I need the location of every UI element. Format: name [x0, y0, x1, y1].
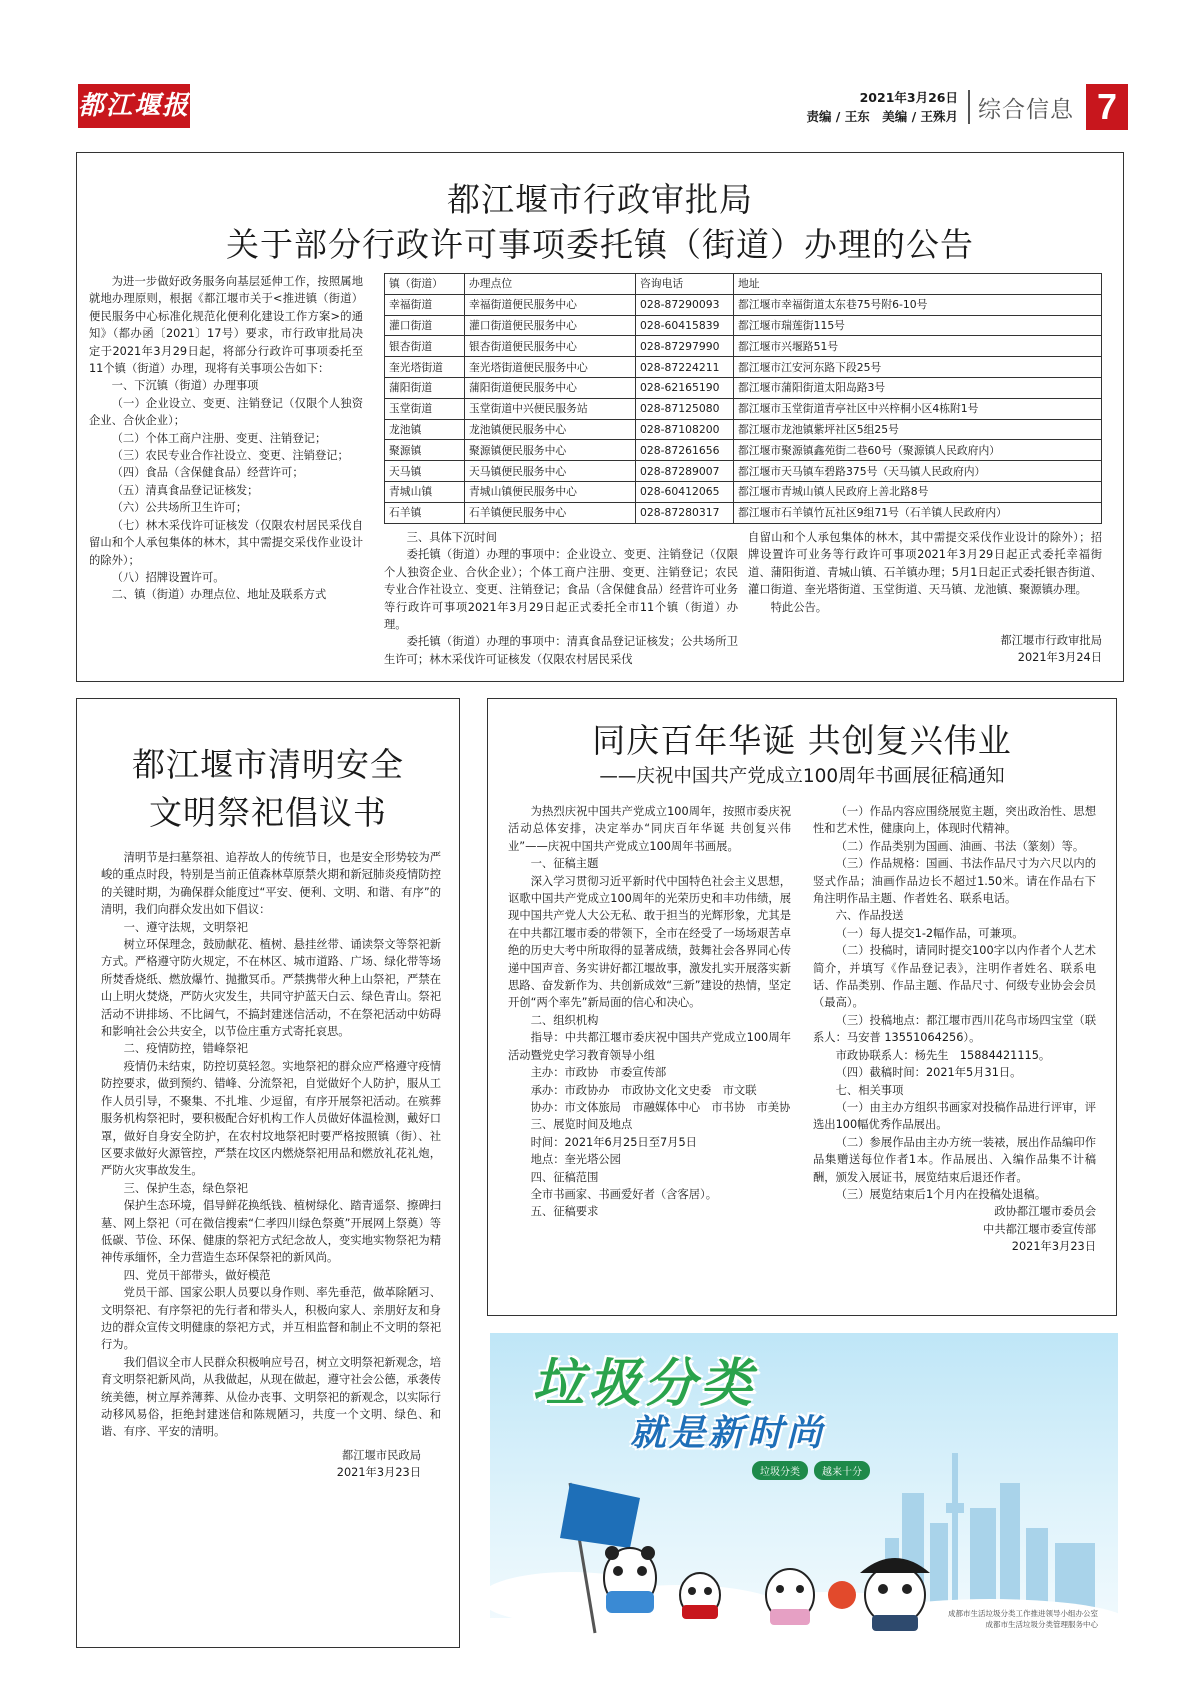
section-name: 综合信息: [978, 96, 1074, 123]
notice1-title-line2: 关于部分行政许可事项委托镇（街道）办理的公告: [226, 225, 974, 264]
table-row: [385, 481, 1102, 502]
table-cell-service-point: 幸福街道便民服务中心: [465, 294, 636, 315]
table-row: [385, 336, 1102, 357]
table-cell-service-point: 灌口街道便民服务中心: [465, 315, 636, 336]
notice1-title: [77, 177, 1123, 267]
notice2-date: 2021年3月23日: [336, 1466, 421, 1480]
table-cell-address: 都江堰市龙池镇紫坪社区5组25号: [734, 419, 1102, 440]
table-cell-address: 都江堰市兴堰路51号: [734, 336, 1102, 357]
notice2-heading: 四、党员干部带头，做好模范: [123, 1268, 271, 1282]
table-cell-town: 银杏街道: [385, 336, 465, 357]
notice2-title-line1: 都江堰市清明安全: [132, 745, 404, 784]
page-number: 7: [1086, 84, 1128, 130]
notice3-line: （二）投稿时，请同时提交100字以内作者个人艺术简介，并填写《作品登记表》，注明作者姓名、联系电话、作品类别、作品主题、作品尺寸、何级专业协会会员（最高）。: [813, 944, 1096, 1010]
issue-date: 2021年3月26日: [859, 90, 958, 105]
table-cell-town: 石羊镇: [385, 502, 465, 523]
notice1-item: （一）企业设立、变更、注销登记（仅限个人独资企业、合伙企业）；: [89, 396, 363, 428]
table-cell-address: 都江堰市幸福街道太东巷75号附6-10号: [734, 294, 1102, 315]
notice1-item: （七）林木采伐许可证核发（仅限农村居民采伐自留山和个人承包集体的林木，其中需提交采伐作业设计的除外）；: [89, 518, 363, 567]
table-cell-address: 都江堰市天马镇车碧路375号（天马镇人民政府内）: [734, 461, 1102, 482]
table-row: [385, 419, 1102, 440]
table-cell-phone: 028-87290093: [636, 294, 734, 315]
notice3-line: 市政协联系人：杨先生 15884421115。: [835, 1048, 1051, 1062]
banner-tag: 越来十分: [814, 1461, 870, 1480]
notice1-paragraph: 委托镇（街道）办理的事项中：企业设立、变更、注销登记（仅限个人独资企业、合伙企业）；个体工商户注册、变更、注销登记；农民专业合作社设立、变更、注销登记；食品（含保健食品）经营许可业务等行政许可事项2021年3月29日起正式委托全市11个镇（街道）办理。: [384, 548, 738, 632]
table-header-cell: 办理点位: [465, 274, 636, 295]
table-cell-phone: 028-87108200: [636, 419, 734, 440]
table-row: [385, 357, 1102, 378]
table-cell-service-point: 蒲阳街道便民服务中心: [465, 377, 636, 398]
table-cell-phone: 028-87261656: [636, 440, 734, 461]
service-points-table: [384, 273, 1102, 524]
table-cell-service-point: 龙池镇便民服务中心: [465, 419, 636, 440]
notice1-item: （八）招牌设置许可。: [111, 570, 225, 584]
table-cell-address: 都江堰市聚源镇鑫苑街二巷60号（聚源镇人民政府内）: [734, 440, 1102, 461]
table-cell-address: 都江堰市瑞莲街115号: [734, 315, 1102, 336]
header-divider: [968, 90, 970, 124]
table-row: [385, 377, 1102, 398]
notice1-heading: 一、下沉镇（街道）办理事项: [111, 379, 259, 393]
table-cell-town: 青城山镇: [385, 481, 465, 502]
notice1-heading: 二、镇（街道）办理点位、地址及联系方式: [111, 588, 327, 602]
panda-mascot-icon: [604, 1546, 656, 1613]
table-header-cell: 咨询电话: [636, 274, 734, 295]
table-cell-address: 都江堰市玉堂街道青亭社区中兴梓桐小区4栋附1号: [734, 398, 1102, 419]
notice1-heading: 三、具体下沉时间: [406, 531, 497, 544]
notice1-date: 2021年3月24日: [1017, 651, 1102, 665]
table-cell-service-point: 石羊镇便民服务中心: [465, 502, 636, 523]
banner-tags: [752, 1461, 870, 1480]
table-cell-phone: 028-87280317: [636, 502, 734, 523]
notice3-line: （二）参展作品由主办方统一装裱，展出作品编印作品集赠送每位作者1本。作品展出、入编作品集不计稿酬，颁发入展证书，展览结束后退还作者。: [813, 1135, 1096, 1184]
notice2-paragraph: 清明节是扫墓祭祖、追荐故人的传统节日，也是安全形势较为严峻的重点时段，特别是当前正值森林草原禁火期和新冠肺炎疫情防控的关键时期，为确保群众能度过“平安、便利、文明、和谐、有序”的清明，我们向群众发出如下倡议：: [101, 851, 441, 917]
notice1-paragraph: 自留山和个人承包集体的林木，其中需提交采伐作业设计的除外）；招牌设置许可业务等行政许可事项2021年3月29日起正式委托幸福街道、蒲阳街道、青城山镇、石羊镇办理；5月1日起正式委托银杏街道、灌口街道、奎光塔街道、玉堂街道、天马镇、龙池镇、聚源镇办理。: [748, 531, 1102, 597]
notice3-line: （一）作品内容应围绕展览主题，突出政治性、思想性和艺术性，健康向上，体现时代精神。: [813, 805, 1096, 836]
notice2-heading: 二、疫情防控，错峰祭祀: [123, 1042, 248, 1056]
notice3-line: 地点：奎光塔公园: [530, 1153, 621, 1167]
notice3-line: 指导：中共都江堰市委庆祝中国共产党成立100周年活动暨党史学习教育领导小组: [508, 1031, 791, 1062]
notice2-heading: 一、遵守法规，文明祭祀: [123, 920, 248, 934]
table-row: [385, 294, 1102, 315]
notice3-heading: 四、征稿范围: [530, 1170, 599, 1184]
table-cell-service-point: 玉堂街道中兴便民服务站: [465, 398, 636, 419]
banner-slogan: 就是新时尚: [630, 1413, 826, 1454]
table-cell-address: 都江堰市青城山镇人民政府上善北路8号: [734, 481, 1102, 502]
notice3-line: 协办：市文体旅局 市融媒体中心 市书协 市美协: [530, 1100, 791, 1114]
table-cell-phone: 028-87224211: [636, 357, 734, 378]
notice3-title: 同庆百年华诞 共创复兴伟业: [592, 721, 1012, 760]
table-cell-phone: 028-60412065: [636, 481, 734, 502]
notice2-paragraph: 树立环保理念，鼓励献花、植树、悬挂丝带、诵读祭文等祭祀新方式。严格遵守防火规定，不在林区、城市道路、广场、绿化带等场所焚香烧纸、燃放爆竹、抛撒冥币。严禁携带火种上山祭祀，严禁在山上明火焚烧，严防火灾发生，共同守护蓝天白云、绿色青山。祭祀活动不讲排场、不比阔气，不搞封建迷信活动，不在祭祀活动中妨碍和影响社会公共安全，以节俭庄重方式寄托哀思。: [101, 938, 441, 1039]
notice2-paragraph: 保护生态环境，倡导鲜花换纸钱、植树绿化、踏青遥祭、擦碑扫墓、网上祭祀（可在微信搜索“仁孝四川绿色祭奠”开展网上祭奠）等低碳、节俭、环保、健康的祭祀方式纪念故人，变实地实物祭祀为精神传承缅怀，全力营造生态环保祭祀的新风尚。: [101, 1199, 441, 1265]
header-meta: [806, 88, 958, 126]
notice3-line: （二）作品类别为国画、油画、书法（篆刻）等。: [835, 839, 1085, 853]
notice3-heading: 三、展览时间及地点: [530, 1118, 633, 1132]
notice3-subtitle: ——庆祝中国共产党成立100周年书画展征稿通知: [599, 766, 1005, 787]
table-cell-service-point: 天马镇便民服务中心: [465, 461, 636, 482]
banner-tag: 垃圾分类: [752, 1461, 808, 1480]
notice3-line: 时间：2021年6月25日至7月5日: [530, 1135, 697, 1149]
table-cell-town: 奎光塔街道: [385, 357, 465, 378]
notice3-heading: 六、作品投送: [835, 909, 904, 923]
notice1-left-column: [89, 273, 363, 604]
banner-title: 垃圾分类: [532, 1354, 757, 1414]
table-cell-town: 聚源镇: [385, 440, 465, 461]
table-cell-phone: 028-87297990: [636, 336, 734, 357]
notice2-paragraph: 我们倡议全市人民群众积极响应号召，树立文明祭祀新观念，培育文明祭祀新风尚，从我做起，从现在做起，遵守社会公德，承袭传统美德，树立厚养薄葬、从俭办丧事、文明祭祀的新观念，以实际行动移风易俗，拒绝封建迷信和陈规陋习，共度一个文明、绿色、和谐、有序、平安的清明。: [101, 1355, 441, 1439]
notice3-heading: 一、征稿主题: [530, 857, 599, 871]
table-cell-address: 都江堰市蒲阳街道太阳岛路3号: [734, 377, 1102, 398]
table-cell-service-point: 青城山镇便民服务中心: [465, 481, 636, 502]
table-header-cell: 镇（街道）: [385, 274, 465, 295]
notice3-line: （一）每人提交1-2幅作品，可兼项。: [835, 926, 1024, 940]
notice1-item: （五）清真食品登记证核发；: [111, 483, 259, 497]
table-cell-address: 都江堰市石羊镇竹瓦社区9组71号（石羊镇人民政府内）: [734, 502, 1102, 523]
table-header-cell: 地址: [734, 274, 1102, 295]
notice1-item: （三）农民专业合作社设立、变更、注销登记；: [111, 449, 349, 463]
banner-footer-line: 成都市生活垃圾分类工作推进领导小组办公室: [948, 1609, 1098, 1618]
notice2-paragraph: 疫情仍未结束，防控切莫轻忽。实地祭祀的群众应严格遵守疫情防控要求，做到预约、错峰、分流祭祀，自觉做好个人防护，服从工作人员引导，不聚集、不扎堆、少逗留，有序开展祭祀活动。在殡葬服务机构祭祀时，要积极配合好机构工作人员做好体温检测，戴好口罩，做好自身安全防护，在农村坟地祭祀时要严格按照镇（街）、社区要求做好火源管控，严禁在坟区内燃烧祭祀用品和燃放礼花礼炮，严防火灾事故发生。: [101, 1059, 441, 1178]
notice2-title: [77, 741, 459, 837]
notice1-paragraph: 为进一步做好政务服务向基层延伸工作，按照属地就地办理原则，根据《都江堰市关于<推进镇（街道）便民服务中心标准化规范化便利化建设工作方案>的通知》（都办函〔2021〕17号）要求，市行政审批局决定于2021年3月29日起，将部分行政许可事项委托至11个镇（街道）办理，现将有关事项公告如下：: [89, 275, 363, 376]
notice1-paragraph: 委托镇（街道）办理的事项中：清真食品登记证核发；公共场所卫生许可；林木采伐许可证核发（仅限农村居民采伐: [384, 635, 738, 666]
editor-credits: 责编 / 王东 美编 / 王殊月: [806, 109, 958, 124]
table-cell-town: 幸福街道: [385, 294, 465, 315]
table-cell-town: 蒲阳街道: [385, 377, 465, 398]
notice1-mid-column: [384, 529, 738, 668]
panda-mascot-icon: [680, 1573, 720, 1619]
table-cell-address: 都江堰市江安河东路下段25号: [734, 357, 1102, 378]
newspaper-masthead-logo: 都江堰报: [78, 84, 190, 128]
banner-footer: [948, 1608, 1098, 1630]
notice3-heading: 二、组织机构: [530, 1013, 599, 1027]
notice3-line: （一）由主办方组织书画家对投稿作品进行评审，评选出100幅优秀作品展出。: [813, 1100, 1096, 1132]
header-right: [806, 84, 1128, 130]
table-cell-service-point: 聚源镇便民服务中心: [465, 440, 636, 461]
table-row: [385, 440, 1102, 461]
table-row: [385, 315, 1102, 336]
notice2-signature: 都江堰市民政局: [341, 1448, 421, 1462]
notice3-line: （三）作品规格：国画、书法作品尺寸为六尺以内的竖式作品；油画作品边长不超过1.50米。请在作品右下角注明作品主题、作者姓名、联系电话。: [813, 857, 1096, 906]
notice3-line: 承办：市政协办 市政协文化文史委 市文联: [530, 1083, 757, 1097]
notice1-signature: 都江堰市行政审批局: [1000, 634, 1102, 648]
table-cell-town: 玉堂街道: [385, 398, 465, 419]
notice1-item: （六）公共场所卫生许可；: [111, 501, 248, 515]
notice3-heading: 七、相关事项: [835, 1083, 904, 1097]
table-row: [385, 461, 1102, 482]
notice1-item: （二）个体工商户注册、变更、注销登记；: [111, 431, 327, 445]
notice3-line: 主办：市政协 市委宣传部: [530, 1066, 667, 1080]
notice3-paragraph: 深入学习贯彻习近平新时代中国特色社会主义思想，讴歌中国共产党成立100周年的光荣历史和丰功伟绩，展现中国共产党人大公无私、敢于担当的光辉形象，尤其是在中共都江堰市委的带领下，全市在经受了一场场艰苦卓绝的历史大考中所取得的显著成绩，鼓舞社会各界同心传递中国声音、务实讲好都江堰故事，激发扎实开展落实新思路、奋发新作为、共创新成效“三新”建设的热情，坚定开创“两个率先”新局面的信心和决心。: [508, 874, 791, 1010]
notice2-paragraph: 党员干部、国家公职人员要以身作则、率先垂范，做革除陋习、文明祭祀、有序祭祀的先行者和带头人，积极向家人、亲朋好友和身边的群众宣传文明健康的祭祀方式，并互相监督和制止不文明的祭祀行为。: [101, 1286, 441, 1352]
notice3-line: （四）截稿时间：2021年5月31日。: [835, 1066, 1022, 1080]
notice3-line: （三）投稿地点：都江堰市西川花鸟市场四宝堂（联系人：马安普 13551064256）。: [813, 1013, 1096, 1045]
notice1-closing: 特此公告。: [770, 600, 828, 614]
garbage-sorting-banner: [490, 1333, 1118, 1646]
notice2-title-line2: 文明祭祀倡议书: [149, 793, 387, 832]
notice3-left-column: [508, 803, 791, 1221]
notice1-title-line1: 都江堰市行政审批局: [447, 180, 753, 219]
table-cell-town: 龙池镇: [385, 419, 465, 440]
notice3-signature-2: 中共都江堰市委宣传部: [983, 1222, 1096, 1236]
notice3-heading: 五、征稿要求: [530, 1205, 599, 1219]
table-row: [385, 398, 1102, 419]
page-header: [78, 84, 1128, 134]
table-cell-town: 天马镇: [385, 461, 465, 482]
notice2-body: [101, 849, 441, 1482]
table-cell-phone: 028-60415839: [636, 315, 734, 336]
table-header-row: [385, 274, 1102, 295]
table-cell-phone: 028-62165190: [636, 377, 734, 398]
table-cell-service-point: 银杏街道便民服务中心: [465, 336, 636, 357]
notice3-signature-1: 政协都江堰市委员会: [994, 1205, 1096, 1219]
table-cell-phone: 028-87125080: [636, 398, 734, 419]
notice2-heading: 三、保护生态，绿色祭祀: [123, 1181, 248, 1195]
notice3-paragraph: 为热烈庆祝中国共产党成立100周年，按照市委庆祝活动总体安排，决定举办“同庆百年华诞 共创复兴伟业”——庆祝中国共产党成立100周年书画展。: [508, 805, 791, 853]
notice3-right-column: [813, 803, 1096, 1256]
notice-calligraphy-exhibition: [487, 698, 1117, 1316]
notice1-right-column: [748, 529, 1102, 667]
notice1-item: （四）食品（含保健食品）经营许可；: [111, 466, 304, 480]
table-cell-phone: 028-87289007: [636, 461, 734, 482]
banner-footer-line: 成都市生活垃圾分类管理服务中心: [985, 1620, 1098, 1629]
notice-qingming-proposal: [76, 698, 460, 1648]
notice3-line: （三）展览结束后1个月内在投稿处退稿。: [835, 1187, 1047, 1201]
table-row: [385, 502, 1102, 523]
notice3-date: 2021年3月23日: [1011, 1240, 1096, 1254]
notice3-line: 全市书画家、书画爱好者（含客居）。: [530, 1187, 717, 1201]
notice-administrative-approval: [76, 152, 1124, 682]
table-cell-town: 灌口街道: [385, 315, 465, 336]
table-cell-service-point: 奎光塔街道便民服务中心: [465, 357, 636, 378]
